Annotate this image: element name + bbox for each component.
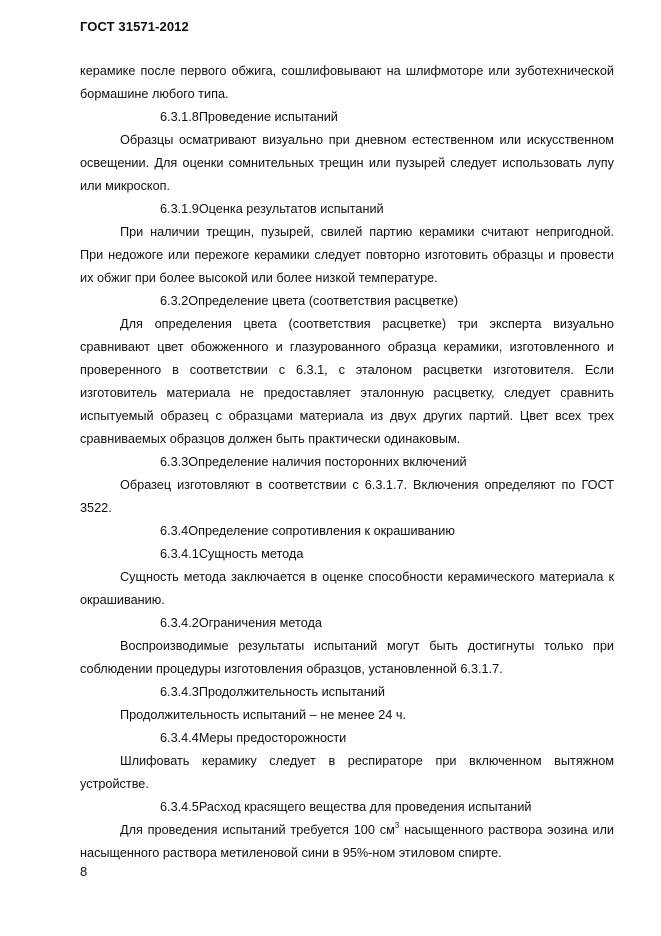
section-number: 6.3.3 bbox=[160, 455, 189, 469]
section-heading bbox=[80, 681, 614, 704]
section-number: 6.3.4 bbox=[160, 524, 189, 538]
section-heading bbox=[80, 796, 614, 819]
text-run: насыщенного раствора эозина или насыщенного раствора метиленовой сини в 95%-ном этиловом спирте. bbox=[80, 823, 614, 860]
section-number: 6.3.4.2 bbox=[160, 616, 199, 630]
paragraph: Сущность метода заключается в оценке способности керамического материала к окрашиванию. bbox=[80, 570, 614, 607]
paragraph: Образцы осматривают визуально при дневном естественном или искусственном освещении. Для оценки сомнительных трещин или пузырей следует использовать лупу или микроскоп. bbox=[80, 133, 614, 193]
section-number: 6.3.4.4 bbox=[160, 731, 199, 745]
section-number: 6.3.2 bbox=[160, 294, 189, 308]
paragraph: Воспроизводимые результаты испытаний могут быть достигнуты только при соблюдении процедуры изготовления образцов, установленной 6.3.1.7. bbox=[80, 639, 614, 676]
document-header: ГОСТ 31571-2012 bbox=[80, 19, 189, 34]
page-number: 8 bbox=[80, 864, 88, 879]
section-title: Меры предосторожности bbox=[198, 731, 347, 745]
section-title: Проведение испытаний bbox=[198, 110, 338, 124]
section-number: 6.3.4.3 bbox=[160, 685, 199, 699]
section-heading bbox=[80, 290, 614, 313]
section-number: 6.3.4.5 bbox=[160, 800, 199, 814]
section-number: 6.3.1.9 bbox=[160, 202, 199, 216]
text-run: Для проведения испытаний требуется 100 см bbox=[120, 823, 395, 837]
section-title: Сущность метода bbox=[198, 547, 304, 561]
section-title: Определение сопротивления к окрашиванию bbox=[188, 524, 455, 538]
paragraph: Образец изготовляют в соответствии с 6.3.1.7. Включения определяют по ГОСТ 3522. bbox=[80, 478, 614, 515]
paragraph: Для определения цвета (соответствия расцветке) три эксперта визуально сравнивают цвет обожженного и глазурованного образца керамики, изготовленного и проверенного в соответствии с 6.3.1, с эталоном расцветки изготовителя. Если изготовитель материала не предоставляет эталонную расцветку, следует сравнить испытуемый образец с образцами материала из двух других партий. Цвет всех трех сравниваемых образцов должен быть практически одинаковым. bbox=[80, 317, 614, 446]
superscript: 3 bbox=[394, 821, 400, 830]
paragraph: керамике после первого обжига, сошлифовывают на шлифмоторе или зуботехнической бормашине любого типа. bbox=[80, 64, 614, 101]
section-title: Оценка результатов испытаний bbox=[198, 202, 384, 216]
paragraph: Продолжительность испытаний – не менее 24 ч. bbox=[120, 708, 406, 722]
section-number: 6.3.1.8 bbox=[160, 110, 199, 124]
section-heading bbox=[80, 543, 614, 566]
section-title: Определение цвета (соответствия расцветке) bbox=[188, 294, 459, 308]
section-heading bbox=[80, 520, 614, 543]
paragraph bbox=[80, 819, 614, 865]
document-body bbox=[80, 60, 614, 865]
paragraph: При наличии трещин, пузырей, свилей партию керамики считают непригодной. При недожоге или пережоге керамики следует повторно изготовить образцы и провести их обжиг при более высокой или более низкой температуре. bbox=[80, 225, 614, 285]
section-title: Определение наличия посторонних включений bbox=[188, 455, 467, 469]
section-heading bbox=[80, 612, 614, 635]
section-heading bbox=[80, 106, 614, 129]
section-heading bbox=[80, 727, 614, 750]
section-heading bbox=[80, 451, 614, 474]
section-title: Расход красящего вещества для проведения испытаний bbox=[198, 800, 532, 814]
section-title: Продолжительность испытаний bbox=[198, 685, 385, 699]
section-number: 6.3.4.1 bbox=[160, 547, 199, 561]
section-heading bbox=[80, 198, 614, 221]
paragraph: Шлифовать керамику следует в респираторе при включенном вытяжном устройстве. bbox=[80, 754, 614, 791]
section-title: Ограничения метода bbox=[198, 616, 322, 630]
